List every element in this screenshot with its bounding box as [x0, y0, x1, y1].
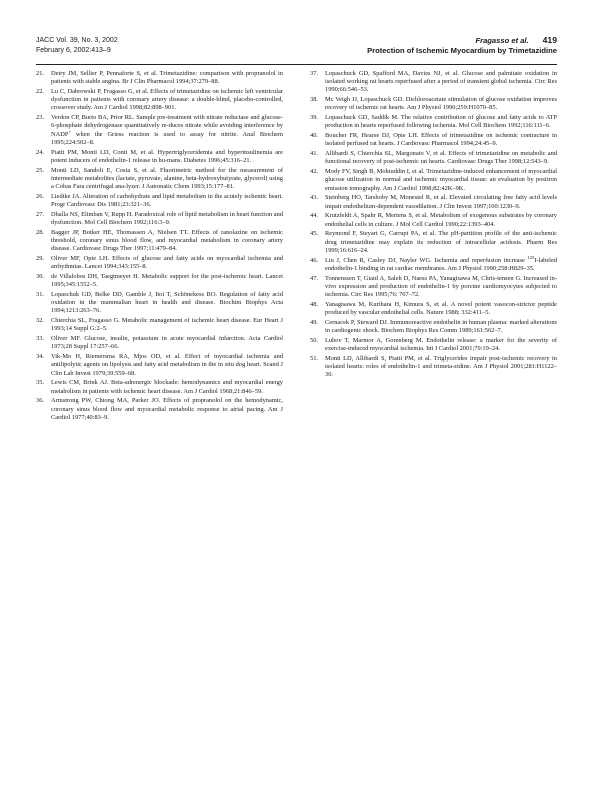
reference-number: 43. — [310, 194, 318, 202]
reference-text: Dhalla NS, Elimban V, Rupp H. Paradoxical role of lipid metabolism in heart function and dysfunction. Mol Cell Biochem 1992;116:3–9. — [51, 210, 283, 227]
reference-entry — [36, 353, 283, 378]
reference-text: Mody FV, Singh B, Mohiuddin I, et al. Trimetazidine-induced enhancement of myocardial glucose utilization in normal and ischemic myocardial tissue: an evaluation by positron emission tomography. Am J Cardiol 1998;82:42K–9K. — [325, 168, 557, 192]
reference-text-continued: when the Griess reaction is used to assay for nitrite. Anal Biochem 1995;224:502–8. — [51, 130, 283, 146]
reference-text: Detry JM, Sellier P, Pennaforte S, et al. Trimetazidine: comparison with propranolol in patients with stable angina. Br J Clin Pharmacol 1994;37:279–88. — [51, 70, 283, 86]
reference-number: 44. — [310, 212, 318, 220]
references-right-column — [310, 70, 557, 381]
reference-text: Cernacek P, Steward DJ. Immunoreactive endothelin in human plasma: marked alterations in cardiogenic shock. Biochem Biophys Res Comm 1989;161:562–7. — [325, 318, 557, 335]
reference-number: 50. — [310, 336, 318, 344]
reference-entry — [36, 229, 283, 254]
reference-entry — [310, 194, 557, 210]
reference-text: Reymond F, Steyart G, Carrupt PA, et al. The pH-partition profile of the anti-ischemic drug trimetazidine may explain its reduction of intracellular acidosis. Pharm Res 1999;16:616–24. — [325, 230, 557, 254]
reference-entry — [310, 355, 557, 380]
reference-entry — [310, 254, 557, 273]
reference-entry — [36, 291, 283, 316]
reference-text: de Villalobos DH, Taegtmeyer H. Metabolic support for the post-ischemic heart. Lancet 1995;345:1552–5. — [51, 273, 283, 289]
reference-number: 23. — [36, 114, 44, 122]
page-number: 419 — [542, 35, 557, 45]
reference-entry — [310, 275, 557, 300]
journal-info — [36, 36, 118, 55]
reference-number: 31. — [36, 291, 44, 299]
reference-number: 51. — [310, 354, 318, 362]
reference-text: Chierchia SL, Fragasso G. Metabolic management of ischemic heart disease. Eur Heart J 1993;14 Suppl G:2–5. — [51, 317, 283, 333]
reference-text: Liu J, Chen R, Casley DJ, Nayler WG. Ischemia and reperfusion increase — [325, 256, 528, 264]
reference-number: 37. — [310, 70, 318, 77]
reference-number: 29. — [36, 255, 44, 263]
reference-entry — [36, 70, 283, 86]
reference-entry — [36, 149, 283, 165]
header-rule — [36, 64, 557, 65]
reference-entry — [36, 379, 283, 395]
reference-entry — [36, 88, 283, 113]
reference-text: Steinberg HO, Tarshoby M, Monestel R, et al. Elevated circulating free fatty acid levels impair endothelium-dependent vasodilation. J Clin Invest 1997;100:1230–9. — [325, 194, 557, 210]
reference-number: 45. — [310, 230, 318, 238]
reference-text: Lewis CM, Brink AJ. Beta-adrenergic blockade: hemodynamics and myocardial energy metabolism in patients with ischemic heart disease. Am J Cardiol 1968;21:846–59. — [51, 379, 283, 395]
reference-entry — [36, 335, 283, 351]
reference-text: Yanagisawa M, Kurihara H, Kimura S, et al. A novel potent vasocon-strictor peptide produced by vascular endothelial cells. Nature 1988; 332:411–5. — [325, 300, 557, 317]
reference-text: Lopaschuk GD, Belke DD, Gamble J, Itoi T, Schönekess BO. Regulation of fatty acid oxidation in the mammalian heart in health and disease. Biochim Biophys Acta 1994;1213:263–76. — [51, 291, 283, 315]
reference-text: Vik-Mo H, Riemersma RA, Mjos OD, et al. Effect of myocardial ischemia and antilipolytic agents on lipolysis and fatty acid metabolism in the in situ dog heart. Scand J Clin Lab Invest 1979;39:559–68. — [51, 353, 283, 377]
reference-entry — [36, 193, 283, 209]
reference-text: Liedtke JA. Alteration of carbohydrate and lipid metabolism in the acutely ischemic heart. Progr Cardiovasc Dis 1981;23:321–36. — [51, 192, 283, 209]
reference-entry — [310, 301, 557, 317]
running-head — [367, 36, 557, 55]
reference-number: 26. — [36, 192, 44, 200]
reference-number: 34. — [36, 353, 44, 361]
reference-text: Lu C, Dabrowski P, Fragasso G, et al. Effects of trimetazidine on ischemic left ventricular dysfunction in patients with coronary artery disease: a double-blind, placebo-controlled, crossover study. Am J Cardiol 1998;82:898–901. — [51, 88, 283, 112]
reference-text: Allibardi S, Chierchia SL, Margonato V, et al. Effects of trimetazidine on metabolic and functional recovery of post-ischemic rat hearts. Cardiovasc Drugs Ther 1998;12:543–9. — [325, 150, 557, 166]
reference-entry — [310, 150, 557, 166]
reference-text: Krutzfeldt A, Spahr R, Mertens S, et al. Metabolism of exogenous substrates by coronary endothelial cells in culture. J Mol Cell Cardiol 1990;22:1393–404. — [325, 212, 557, 228]
reference-text: Lopaschuck GD, Saddik M. The relative contribution of glucose and fatty acids to ATP production in hearts reperfused following ischemia. Mol Cell Biochem 1992;116:111–6. — [325, 114, 557, 130]
reference-entry — [310, 168, 557, 193]
reference-number: 33. — [36, 335, 44, 343]
reference-entry — [310, 96, 557, 112]
reference-superscript: 125 — [527, 254, 535, 260]
reference-entry — [310, 212, 557, 228]
reference-number: 46. — [310, 256, 318, 264]
reference-number: 27. — [36, 210, 44, 218]
reference-number: 32. — [36, 317, 44, 325]
reference-entry — [310, 132, 557, 148]
reference-number: 39. — [310, 114, 318, 122]
reference-number: 36. — [36, 397, 44, 405]
reference-entry — [310, 230, 557, 255]
page-header — [36, 36, 557, 62]
reference-number: 30. — [36, 273, 44, 281]
reference-number: 38. — [310, 96, 318, 104]
reference-entry — [36, 273, 283, 289]
reference-text: Bagger JP, Botker HE, Thomassen A, Nielsen TT. Effects of ranolazine on ischemic threshold, coronary sinus blood flow, and myocardial metabolism in coronary artery disease. Cardiovasc Drugs Ther 1997;11:479–84. — [51, 228, 283, 253]
reference-entry — [36, 397, 283, 422]
reference-entry — [36, 255, 283, 271]
reference-text: Monti LD, Allibardi S, Piatti PM, et al. Triglycerides impair post-ischemic recovery in isolated hearts: roles of endothelin-1 and trimeta-zidine. Am J Physiol 2001;281:H1122–30. — [325, 354, 557, 379]
reference-entry — [310, 70, 557, 95]
reference-entry — [36, 211, 283, 227]
reference-number: 42. — [310, 168, 318, 176]
reference-number: 22. — [36, 88, 44, 95]
reference-entry — [36, 317, 283, 333]
reference-superscript: + — [68, 128, 71, 134]
reference-number: 40. — [310, 132, 318, 140]
reference-number: 41. — [310, 150, 318, 158]
reference-number: 24. — [36, 148, 44, 156]
reference-text: Boucher FR, Hearse DJ, Opie LH. Effects of trimetazidine on ischemic contracture in isolated perfused rat hearts. J Cardiovasc Pharmacol 1994;24:45–9. — [325, 132, 557, 148]
reference-text: Monti LD, Sandoli E, Costa S, et al. Fluorimetric method for the measurement of intermediate metabolites (lactate, pyruvate, alanine, beta-hydroxybutyrate, glycerol) using a Cobas Fara centrifugal ana-lyzer. J Automatic Chem 1993;15:177–81. — [51, 166, 283, 191]
author-name: Fragasso et al. — [475, 36, 529, 45]
reference-number: 49. — [310, 318, 318, 326]
running-title: Protection of Ischemic Myocardium by Trimetazidine — [367, 45, 557, 55]
reference-number: 35. — [36, 379, 44, 387]
reference-entry — [310, 319, 557, 335]
reference-text: Lopaschuck GD, Spafford MA, Davies NJ, et al. Glucose and palmitate oxidation in isolated working rat hearts reperfused after a period of transient global ischemia. Circ Res 1990;66:546–53. — [325, 70, 557, 94]
reference-text: Verdon CP, Burto BA, Prior RL. Sample pre-treatment with nitrate reductase and glucose-6-phosphate dehydrogenase quantitatively re-duces nitrate while avoiding interference by NADP — [51, 114, 283, 138]
references-left-column — [36, 70, 283, 424]
reference-number: 48. — [310, 300, 318, 308]
reference-text: Lubov T, Marmor A, Gorenberg M. Endothelin release: a marker for the severity of exercise-induced myocardial ischemia. Int J Cardiol 2001;79:19–24. — [325, 336, 557, 353]
reference-entry — [310, 114, 557, 130]
reference-entry — [36, 167, 283, 192]
journal-date-pages: February 6, 2002:413–9 — [36, 46, 111, 54]
reference-text: Armstrong PW, Chiong MA, Parker JO. Effects of propranolol on the hemodynamic, coronary sinus blood flow and myocardial metabolic response to atrial pacing. Am J Cardiol 1977;40:83–9. — [51, 397, 283, 421]
journal-volume: JACC Vol. 39, No. 3, 2002 — [36, 37, 118, 44]
reference-text: Piatti PM, Monti LD, Conti M, et al. Hypertriglyceridemia and hyperinsulinemia are potent inducers of endothelin-1 release in hu-mans. Diabetes 1996;45:316–21. — [51, 148, 283, 164]
reference-entry — [36, 114, 283, 147]
reference-text: Oliver MF, Opie LH. Effects of glucose and fatty acids on myocardial ischemia and arrhythmias. Lancet 1994;343:155–8. — [51, 255, 283, 271]
reference-text: Oliver MF. Glucose, insulin, potassium in acute myocardial infarction. Acta Cardiol 1973;28 Suppl 17:257–66. — [51, 335, 283, 351]
reference-number: 25. — [36, 166, 44, 174]
reference-number: 21. — [36, 70, 44, 77]
reference-entry — [310, 337, 557, 353]
reference-text: Mc Veigh JJ, Lopaschuck GD. Dichloroacetate stimulation of glucose oxidation improves recovery of ischemic rat hearts. Am J Physiol 1990;259:H1070–85. — [325, 96, 557, 112]
reference-text-continued: I-labeled endothelin-1 binding in rat cardiac membranes. Am J Physiol 1990;258:H829–35. — [325, 256, 557, 272]
reference-text: Tonnenssen T, Giaid A, Saleh D, Naess PA, Yanagisawa M, Chris-tensen G. Increased in-vivo expression and production of endothelin-1 by porcine cardiomyocytes subjected to ischemia. Circ Res 1995;76: 767–72. — [325, 274, 557, 299]
reference-number: 28. — [36, 228, 44, 236]
reference-number: 47. — [310, 274, 318, 282]
